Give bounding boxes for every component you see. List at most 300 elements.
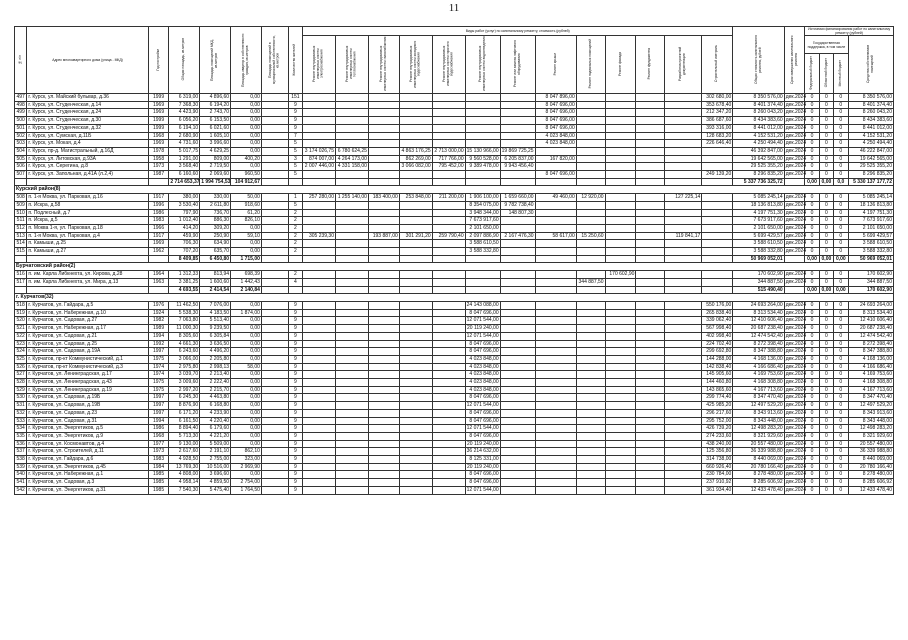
row-total-cost: 8 440 069,00	[733, 456, 784, 464]
row-work-w6: 9 389 478,00	[465, 163, 500, 171]
row-work-w6: 3 588 332,80	[465, 248, 500, 256]
row-total-cost: 170 602,90	[733, 271, 784, 279]
row-work-w5: 717 766,00	[432, 155, 465, 163]
header-year: Год постройки	[148, 27, 169, 94]
row-address: г. Курск, ул. Серегина, д.8	[27, 163, 148, 171]
header-w12: Разработка проектной документации	[665, 36, 702, 94]
row-total-cost: 36 339 988,80	[733, 448, 784, 456]
row-total-cost: 8 313 534,40	[733, 309, 784, 317]
row-work-w2	[336, 463, 369, 471]
row-number: 501	[16, 124, 25, 131]
table-row	[15, 109, 894, 117]
row-work-w12	[665, 101, 702, 109]
row-total-cost: 8 441 012,00	[733, 124, 784, 132]
row-work-w2	[336, 371, 369, 379]
row-work-w7	[500, 248, 535, 256]
row-total-cost: 20 780 166,40	[733, 463, 784, 471]
header-works-group: Виды работ (услуг) по капитальному ремонту, стоимость (рублей)	[303, 27, 733, 36]
row-owners-funds: 18 136 813,80	[848, 201, 893, 209]
row-deadline: дек.2024	[785, 155, 807, 162]
row-work-w2	[336, 409, 369, 417]
row-regional: 0	[819, 171, 833, 179]
row-address: п. Искра, д.5	[27, 217, 148, 225]
row-work-w8	[535, 147, 576, 155]
row-work-w13	[702, 201, 733, 209]
row-work-w13: 567 998,40	[702, 325, 733, 333]
row-work-w1	[303, 402, 336, 410]
row-address: г. Курск, ул. Мокая, д.4	[27, 140, 148, 148]
subtotal-empty	[261, 286, 288, 294]
row-work-w7: 2 167 476,30	[500, 232, 535, 240]
row-premises-area: 10 516,00	[200, 463, 231, 471]
row-number: 520	[16, 317, 25, 324]
row-work-w4	[399, 124, 432, 132]
row-premises-area: 3 696,60	[200, 471, 231, 479]
row-year: 1999	[148, 124, 169, 132]
row-work-w3	[368, 109, 399, 117]
row-regional: 0	[819, 402, 833, 410]
row-total-area: 8 876,90	[169, 402, 200, 410]
row-work-w3	[368, 432, 399, 440]
row-work-w11	[636, 301, 665, 309]
row-work-w2	[336, 132, 369, 140]
row-regional: 0	[819, 355, 833, 363]
row-deadline: дек.2024	[785, 309, 807, 316]
subtotal-deadline	[784, 178, 805, 186]
row-premises-area: 813,94	[200, 271, 231, 279]
row-year: 1973	[148, 448, 169, 456]
row-work-w12	[665, 147, 702, 155]
row-residents: 9	[288, 425, 302, 433]
row-work-w10	[605, 201, 636, 209]
row-work-w11	[636, 278, 665, 286]
row-address: г. Курчатов, ул. Космонавтов, д.4	[27, 440, 148, 448]
row-work-w2: 6 780 624,25	[336, 147, 369, 155]
row-work-w5	[432, 271, 465, 279]
row-work-w5	[432, 94, 465, 102]
row-work-w4	[399, 394, 432, 402]
row-regional: 0	[819, 155, 833, 163]
row-address: г. Курчатов, ул. Гайдара, д.5	[27, 301, 148, 309]
row-work-w5	[432, 117, 465, 125]
row-local: 0	[834, 117, 848, 125]
row-local: 0	[834, 224, 848, 232]
subtotal-empty	[288, 286, 302, 294]
subtotal-address	[27, 178, 148, 186]
row-federal: 0	[805, 325, 819, 333]
row-work-w8	[535, 379, 576, 387]
row-work-w5	[432, 278, 465, 286]
district-header-row	[15, 263, 894, 271]
row-work-w7	[500, 379, 535, 387]
row-residents: 9	[288, 440, 302, 448]
row-number: 539	[16, 463, 25, 470]
subtotal-regional: 0,00	[819, 178, 833, 186]
row-work-w10	[605, 301, 636, 309]
row-deadline: дек.2024	[785, 432, 807, 439]
row-work-w5	[432, 432, 465, 440]
row-year: 1987	[148, 171, 169, 179]
row-owners-funds: 8 440 069,00	[848, 456, 893, 464]
row-work-w5: 795 452,00	[432, 163, 465, 171]
row-work-w7	[500, 348, 535, 356]
row-work-w6: 12 071 544,00	[466, 317, 499, 324]
row-work-w3	[368, 325, 399, 333]
row-premises-area: 6 194,20	[200, 101, 231, 109]
row-apartments-area: 61,20	[231, 209, 262, 217]
row-work-w2	[336, 394, 369, 402]
row-number: 540	[16, 471, 25, 478]
row-work-w9	[576, 456, 605, 464]
row-premises-area: 9 239,50	[200, 325, 231, 333]
row-work-w3	[368, 155, 399, 163]
subtotal-empty	[336, 255, 369, 263]
row-municipal-area	[261, 201, 288, 209]
row-apartments-area: 0,00	[231, 317, 262, 325]
row-work-w11	[636, 448, 665, 456]
row-total-cost: 8 347 470,40	[733, 394, 784, 402]
subtotal-empty	[303, 178, 336, 186]
row-number: 498	[16, 101, 25, 108]
row-number: 521	[16, 325, 25, 332]
row-work-w13	[702, 147, 733, 155]
row-residents: 5	[288, 201, 302, 209]
header-w4: Ремонт внутридомовых инженерных систем холодного водоснабжения	[399, 36, 432, 94]
table-row	[15, 248, 894, 256]
row-work-w7	[500, 301, 535, 309]
row-work-w12	[665, 432, 702, 440]
row-residents: 9	[288, 332, 302, 340]
row-residents: 2	[288, 224, 302, 232]
row-work-w4	[399, 363, 432, 371]
row-work-w8	[535, 456, 576, 464]
row-municipal-area	[261, 386, 288, 394]
row-work-w12	[665, 171, 702, 179]
row-premises-area: 5 509,00	[200, 440, 231, 448]
row-total-cost: 4 169 753,60	[733, 371, 784, 379]
row-number: 524	[16, 348, 25, 355]
header-total-cost: Общая стоимость капитального ремонта, рублей	[733, 27, 784, 94]
row-address: г. Курск, ул. Запольная, д.41А (л.2,4)	[27, 171, 148, 179]
row-work-w1	[303, 463, 336, 471]
row-premises-area: 886,30	[200, 217, 231, 225]
row-municipal-area	[261, 332, 288, 340]
row-residents: 9	[288, 479, 302, 487]
row-address: п. Искра, д.58	[27, 201, 148, 209]
row-work-w11	[636, 317, 665, 325]
row-work-w9: 15 250,60	[576, 232, 605, 240]
row-federal: 0	[805, 124, 819, 132]
row-work-w11	[636, 309, 665, 317]
row-work-w6: 12 071 544,00	[466, 486, 499, 493]
row-work-w4	[399, 278, 432, 286]
row-work-w4	[399, 417, 432, 425]
row-year: 1962	[148, 248, 169, 256]
row-work-w8	[535, 471, 576, 479]
row-owners-funds: 4 168 136,00	[848, 355, 893, 363]
row-regional: 0	[819, 140, 833, 148]
row-local: 0	[834, 209, 848, 217]
row-deadline: дек.2024	[785, 340, 807, 347]
row-work-w6	[465, 117, 500, 125]
row-work-w10	[605, 217, 636, 225]
row-work-w1	[303, 240, 336, 248]
row-residents: 9	[288, 317, 302, 325]
district-label: Бурчатовский район(2)	[15, 263, 894, 271]
row-work-w6: 12 071 544,00	[466, 425, 499, 432]
row-residents: 3	[288, 155, 302, 163]
row-work-w12: 119 841,17	[665, 232, 702, 240]
row-local: 0	[834, 171, 848, 179]
row-work-w13: 386 687,60	[702, 117, 733, 125]
row-owners-funds: 12 497 529,20	[848, 402, 893, 410]
row-work-w6: 3 948 344,00	[465, 209, 500, 217]
row-deadline: дек.2024	[785, 448, 807, 455]
row-year: 1975	[148, 379, 169, 387]
row-federal: 0	[805, 317, 819, 325]
row-work-w10	[605, 147, 636, 155]
subtotal-empty	[636, 286, 665, 294]
row-work-w1	[303, 117, 336, 125]
row-work-w10	[605, 94, 636, 102]
row-number: 532	[16, 409, 25, 416]
row-work-w7: 19 869 725,25	[501, 147, 534, 154]
row-work-w8	[535, 448, 576, 456]
row-work-w3	[368, 340, 399, 348]
row-work-w1	[303, 340, 336, 348]
row-owners-funds: 12 474 542,40	[848, 332, 893, 340]
row-work-w12	[665, 471, 702, 479]
row-deadline: дек.2024	[785, 147, 807, 154]
row-residents: 9	[288, 417, 302, 425]
row-number: 503	[16, 140, 25, 147]
row-deadline: дек.2024	[785, 402, 807, 409]
subtotal-regional: 0,00	[819, 286, 833, 294]
subtotal-local: 0,00	[834, 255, 848, 263]
row-federal: 0	[805, 332, 819, 340]
row-number: 510	[16, 209, 25, 216]
row-work-w5	[432, 217, 465, 225]
row-total-cost: 2 101 650,00	[733, 224, 784, 232]
row-year: 1968	[148, 132, 169, 140]
row-work-w3	[368, 309, 399, 317]
row-apartments-area: 0,00	[231, 94, 262, 102]
table-row	[15, 124, 894, 132]
row-deadline: дек.2024	[785, 278, 807, 285]
row-work-w2	[336, 301, 369, 309]
row-work-w12	[665, 463, 702, 471]
row-local: 0	[834, 348, 848, 356]
row-work-w4	[399, 355, 432, 363]
row-deadline: дек.2024	[785, 479, 807, 486]
subtotal-empty	[432, 255, 465, 263]
row-work-w9	[576, 217, 605, 225]
row-work-w10	[605, 140, 636, 148]
subtotal-empty	[535, 255, 576, 263]
row-work-w3	[368, 394, 399, 402]
row-work-w1	[303, 271, 336, 279]
row-regional: 0	[819, 240, 833, 248]
row-work-w11	[636, 248, 665, 256]
row-work-w1	[303, 417, 336, 425]
row-residents: 9	[288, 394, 302, 402]
subtotal-empty	[665, 286, 702, 294]
table-row	[15, 386, 894, 394]
row-local: 0	[834, 409, 848, 417]
row-work-w4	[399, 432, 432, 440]
row-residents: 9	[288, 101, 302, 109]
row-owners-funds: 2 101 650,00	[848, 224, 893, 232]
row-apartments-area: 0,00	[231, 402, 262, 410]
row-work-w10	[605, 278, 636, 286]
row-total-cost: 8 285 606,92	[733, 479, 784, 487]
row-work-w11	[636, 340, 665, 348]
row-work-w9	[576, 140, 605, 148]
subtotal-address	[27, 255, 148, 263]
row-deadline: дек.2024	[785, 232, 807, 239]
row-residents: 9	[288, 386, 302, 394]
row-local: 0	[834, 155, 848, 163]
row-work-w5	[432, 425, 465, 433]
row-work-w5	[432, 101, 465, 109]
table-row	[15, 132, 894, 140]
row-work-w11	[636, 479, 665, 487]
row-work-w4	[399, 271, 432, 279]
row-total-cost: 19 642 565,00	[733, 155, 784, 163]
row-local: 0	[834, 479, 848, 487]
subtotal-apartments-area: 2 140,84	[231, 286, 262, 294]
row-year: 1917	[148, 194, 169, 202]
row-year: 1958	[148, 155, 169, 163]
row-work-w3	[368, 479, 399, 487]
row-premises-area: 6 153,50	[200, 117, 231, 125]
row-work-w1	[303, 486, 336, 494]
row-owners-funds: 4 169 753,60	[848, 371, 893, 379]
row-regional: 0	[819, 448, 833, 456]
subtotal-federal: 0,00	[805, 286, 819, 294]
row-premises-area: 635,70	[200, 248, 231, 256]
row-work-w8	[535, 201, 576, 209]
row-total-area: 7 063,80	[169, 317, 200, 325]
row-work-w7	[500, 224, 535, 232]
row-work-w1	[303, 209, 336, 217]
row-work-w12	[665, 332, 702, 340]
row-total-cost: 8 434 383,60	[733, 117, 784, 125]
row-work-w5	[432, 317, 465, 325]
table-row	[15, 348, 894, 356]
row-work-w8	[535, 409, 576, 417]
row-work-w13: 314 738,00	[702, 456, 733, 464]
row-work-w2	[336, 171, 369, 179]
row-premises-area: 634,90	[200, 240, 231, 248]
subtotal-apartments-area: 104 912,67	[231, 178, 262, 186]
row-work-w9	[576, 240, 605, 248]
row-year: 1997	[148, 402, 169, 410]
row-work-w7	[500, 363, 535, 371]
row-residents: 9	[288, 371, 302, 379]
row-work-w3: 183 400,00	[368, 194, 399, 202]
row-municipal-area	[261, 278, 288, 286]
row-work-w5	[432, 409, 465, 417]
table-row	[15, 379, 894, 387]
row-work-w5: 259 790,40	[432, 232, 465, 240]
row-regional: 0	[819, 386, 833, 394]
table-row	[15, 224, 894, 232]
row-federal: 0	[805, 224, 819, 232]
subtotal-year	[148, 178, 169, 186]
row-total-area: 4 808,00	[169, 471, 200, 479]
row-deadline: дек.2024	[785, 201, 807, 208]
row-work-w3	[368, 386, 399, 394]
row-work-w1	[303, 479, 336, 487]
row-apartments-area: 918,60	[231, 201, 262, 209]
row-work-w13: 144 460,80	[702, 379, 733, 387]
row-work-w10	[605, 371, 636, 379]
row-local: 0	[834, 402, 848, 410]
row-deadline: дек.2024	[785, 394, 807, 401]
row-address: п. им. Карла Либкнехта, ул. Кирова, д.28	[27, 271, 148, 279]
row-work-w2	[336, 425, 369, 433]
row-year: 1975	[148, 355, 169, 363]
row-work-w5	[432, 456, 465, 464]
row-municipal-area	[261, 171, 288, 179]
row-deadline: дек.2024	[785, 101, 807, 108]
table-row	[15, 194, 894, 202]
row-year: 1924	[148, 309, 169, 317]
row-year: 1984	[148, 463, 169, 471]
row-address: г. Курчатов, ул. Ленинградская, д.19	[27, 386, 148, 394]
row-address: г. Курчатов, ул. Ленинградская, д.17	[27, 371, 148, 379]
row-work-w8	[535, 217, 576, 225]
row-local: 0	[834, 386, 848, 394]
row-year: 1969	[148, 109, 169, 117]
row-number: 527	[16, 371, 25, 378]
row-work-w7	[500, 448, 535, 456]
row-local: 0	[834, 417, 848, 425]
row-work-w1	[303, 301, 336, 309]
row-regional: 0	[819, 132, 833, 140]
table-row	[15, 371, 894, 379]
subtotal-empty	[465, 286, 500, 294]
row-work-w10	[605, 155, 636, 163]
row-local: 0	[834, 471, 848, 479]
row-federal: 0	[805, 432, 819, 440]
row-work-w7	[500, 463, 535, 471]
row-work-w7	[500, 355, 535, 363]
row-work-w8: 4 023 848,00	[535, 132, 576, 140]
row-work-w4: 253 848,00	[399, 194, 432, 202]
row-address: г. Курчатов, ул. Энергетиков, д.5	[27, 425, 148, 433]
row-premises-area: 6 179,60	[200, 425, 231, 433]
row-total-cost: 8 347 388,80	[733, 348, 784, 356]
row-year: 1973	[148, 163, 169, 171]
row-work-w13: 144 288,00	[702, 355, 733, 363]
row-year: 1982	[148, 317, 169, 325]
row-work-w3	[368, 101, 399, 109]
row-work-w8	[535, 301, 576, 309]
row-work-w7: 9 943 456,40	[500, 163, 535, 171]
row-work-w1	[303, 471, 336, 479]
row-local: 0	[834, 124, 848, 132]
row-work-w7: 6 205 837,00	[500, 155, 535, 163]
row-work-w10	[605, 456, 636, 464]
row-total-cost: 4 167 713,60	[733, 386, 784, 394]
row-address: п. им. Карла Либкнехта, ул. Мира, д.13	[27, 278, 148, 286]
table-row	[15, 479, 894, 487]
row-work-w10	[605, 479, 636, 487]
row-work-w11	[636, 325, 665, 333]
row-work-w9	[576, 224, 605, 232]
